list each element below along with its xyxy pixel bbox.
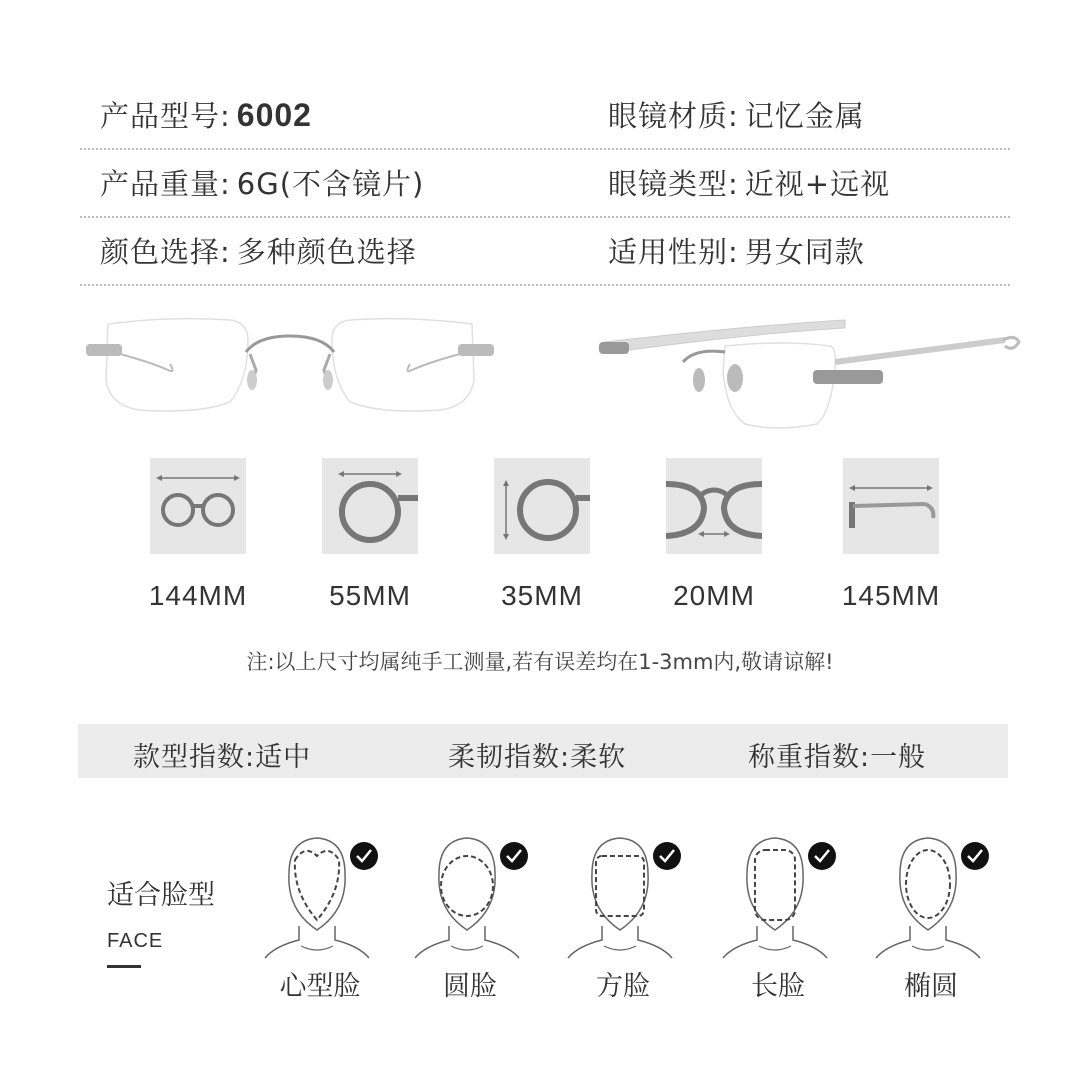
spec-row [80, 150, 1010, 218]
frame-width-icon [150, 458, 246, 554]
index-flexibility [448, 735, 626, 774]
measurement-value: 145MM [841, 580, 941, 611]
spec-label: 产品重量: [100, 167, 231, 201]
bridge-width-icon [666, 458, 762, 554]
index-style [133, 735, 311, 774]
heart-face-icon [255, 830, 385, 960]
index-label: 称重指数: [748, 742, 871, 773]
spec-type [608, 162, 890, 203]
measurement-lens-height [487, 458, 597, 612]
spec-label: 眼镜类型: [608, 167, 739, 201]
face-square [558, 830, 688, 1003]
spec-value: 多种颜色选择 [236, 235, 417, 269]
square-face-icon [558, 830, 688, 960]
spec-label: 颜色选择: [100, 235, 231, 269]
spec-label: 眼镜材质: [608, 99, 739, 133]
index-label: 款型指数: [133, 742, 256, 773]
face-label: 圆脸 [443, 971, 497, 1002]
spec-value: 记忆金属 [744, 99, 865, 133]
spec-color [100, 230, 417, 271]
measurement-lens-width [315, 458, 425, 612]
measurement-value: 144MM [148, 580, 248, 611]
face-section-underline [107, 965, 141, 968]
measurement-value: 35MM [501, 580, 583, 611]
lens-width-icon [322, 458, 418, 554]
spec-table [80, 82, 1010, 286]
temple-length-icon [843, 458, 939, 554]
spec-value: 近视+远视 [744, 167, 891, 201]
face-section-subtitle: FACE [107, 930, 164, 952]
spec-material [608, 94, 865, 135]
spec-label: 适用性别: [608, 235, 739, 269]
spec-value: 6G(不含镜片) [236, 167, 425, 201]
spec-value: 男女同款 [744, 235, 865, 269]
face-section-title: 适合脸型 [107, 880, 215, 911]
measurement-value: 20MM [673, 580, 755, 611]
round-face-icon [405, 830, 535, 960]
spec-value: 6002 [236, 97, 312, 133]
face-round [405, 830, 535, 1003]
spec-weight [100, 162, 424, 203]
face-oval [866, 830, 996, 1003]
face-label: 椭圆 [904, 971, 958, 1002]
long-face-icon [713, 830, 843, 960]
index-bar [78, 724, 1008, 778]
index-label: 柔韧指数: [448, 742, 571, 773]
lens-height-icon [494, 458, 590, 554]
face-label: 心型脸 [279, 971, 361, 1002]
glasses-front-image [80, 310, 500, 420]
oval-face-icon [866, 830, 996, 960]
face-label: 长脸 [751, 971, 805, 1002]
face-label: 方脸 [596, 971, 650, 1002]
index-value: 一般 [870, 742, 927, 773]
index-value: 适中 [255, 742, 312, 773]
face-heart [255, 830, 385, 1003]
spec-model [100, 94, 312, 135]
index-weight [748, 735, 926, 774]
spec-row [80, 218, 1010, 286]
measurement-value: 55MM [329, 580, 411, 611]
measurement-row [0, 458, 1080, 618]
index-value: 柔软 [570, 742, 627, 773]
spec-gender [608, 230, 865, 271]
measurement-bridge-width [659, 458, 769, 612]
measurement-note: 注:以上尺寸均属纯手工测量,若有误差均在1-3mm内,敬请谅解! [246, 650, 834, 674]
spec-row [80, 82, 1010, 150]
face-long [713, 830, 843, 1003]
measurement-frame-width [143, 458, 253, 612]
measurement-temple-length [836, 458, 946, 612]
spec-label: 产品型号: [100, 99, 231, 133]
glasses-side-image [595, 312, 1025, 442]
